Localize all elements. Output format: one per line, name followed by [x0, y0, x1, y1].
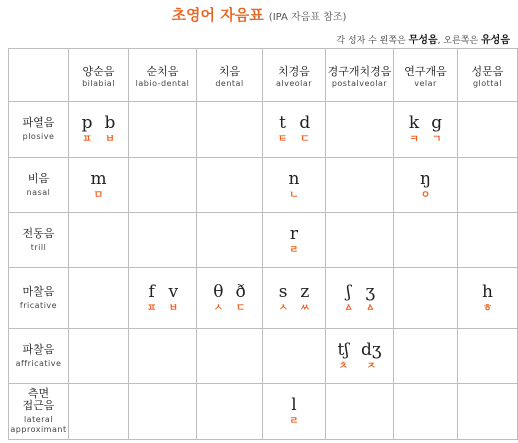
- cell-affricative-bilabial: [69, 329, 129, 384]
- cell-plosive-glottal: [458, 102, 518, 158]
- korean-letter: ㅅ: [213, 302, 224, 314]
- korean-letter: ㅊ: [338, 360, 349, 372]
- phoneme: [289, 169, 300, 202]
- ipa-symbol: ʃ: [346, 281, 351, 302]
- column-header-postalveolar: [326, 49, 394, 102]
- phoneme-group: [263, 395, 325, 428]
- phoneme: [236, 282, 246, 315]
- korean-letter: ㅁ: [93, 189, 104, 201]
- cell-trill-labiodental: [129, 213, 197, 268]
- korean-letter: ㅿ: [343, 302, 354, 314]
- cell-lateral-velar: [394, 384, 458, 440]
- cell-fricative-labiodental: [129, 268, 197, 329]
- korean-letter: ㅅ: [278, 302, 288, 314]
- phoneme-group: [326, 282, 393, 315]
- phoneme: [105, 113, 116, 146]
- ipa-symbol: ð: [235, 281, 246, 302]
- cell-nasal-alveolar: [263, 158, 326, 213]
- ipa-symbol: θ: [213, 281, 224, 302]
- korean-letter: ㅌ: [277, 134, 288, 145]
- column-header-ko: 양순음: [82, 64, 115, 78]
- phoneme-group: [326, 340, 393, 373]
- cell-nasal-velar: [394, 158, 458, 213]
- table-row: [9, 213, 518, 268]
- row-header-ko: 마찰음: [22, 284, 55, 298]
- ipa-symbol: m: [90, 168, 107, 189]
- cell-affricative-labiodental: [129, 329, 197, 384]
- row-header-en: nasal: [26, 187, 51, 197]
- phoneme-group: [458, 282, 517, 315]
- cell-plosive-bilabial: [69, 102, 129, 158]
- voicing-note: [336, 31, 510, 46]
- ipa-symbol: f: [148, 281, 155, 302]
- cell-plosive-dental: [197, 102, 263, 158]
- table-row: [9, 102, 518, 158]
- cell-trill-postalveolar: [326, 213, 394, 268]
- cell-trill-velar: [394, 213, 458, 268]
- table-row: [9, 384, 518, 440]
- row-header-ko: 전동음: [22, 226, 55, 240]
- phoneme: [361, 340, 381, 373]
- note-voiced: 유성음: [481, 35, 510, 46]
- phoneme: [289, 395, 299, 428]
- ipa-symbol: ʒ: [365, 281, 376, 302]
- cell-lateral-postalveolar: [326, 384, 394, 440]
- ipa-symbol: h: [482, 281, 493, 302]
- ipa-symbol: v: [168, 281, 179, 302]
- column-header-dental: [197, 49, 263, 102]
- note-voiceless: 무성음: [408, 35, 438, 46]
- column-header-en: glottal: [472, 78, 503, 88]
- column-header-en: bilabial: [82, 78, 115, 88]
- cell-trill-alveolar: [263, 213, 326, 268]
- column-header-ko: 경구개치경음: [327, 64, 392, 78]
- korean-letter: ㅈ: [366, 360, 377, 372]
- phoneme-group: [263, 282, 325, 315]
- cell-affricative-alveolar: [263, 329, 326, 384]
- cell-trill-bilabial: [69, 213, 129, 268]
- column-header-ko: 치경음: [278, 64, 310, 78]
- ipa-symbol: k: [408, 113, 420, 133]
- korean-letter: ㄱ: [431, 134, 442, 145]
- korean-letter: ㄹ: [289, 416, 299, 427]
- cell-lateral-glottal: [458, 384, 518, 440]
- cell-affricative-postalveolar: [326, 329, 394, 384]
- cell-fricative-velar: [394, 268, 458, 329]
- column-header-en: postalveolar: [331, 78, 388, 88]
- cell-fricative-bilabial: [69, 268, 129, 329]
- phoneme: [147, 282, 157, 315]
- page-subtitle: (IPA 자음표 참조): [268, 12, 347, 23]
- row-header-en: trill: [30, 242, 47, 252]
- table-row: [9, 268, 518, 329]
- table-row: [9, 329, 518, 384]
- row-header-ko: 파열음: [22, 116, 55, 129]
- phoneme: [344, 282, 354, 315]
- phoneme: [409, 113, 419, 146]
- consonant-table: [8, 48, 518, 440]
- row-header-affricative: [9, 329, 69, 384]
- column-header-velar: [394, 49, 458, 102]
- ipa-symbol: l: [291, 395, 297, 415]
- phoneme-group: [69, 113, 128, 146]
- phoneme-group: [263, 169, 325, 202]
- cell-plosive-postalveolar: [326, 102, 394, 158]
- cell-nasal-dental: [197, 158, 263, 213]
- ipa-symbol: s: [278, 281, 288, 302]
- korean-letter: ㄷ: [235, 302, 246, 314]
- korean-letter: ㅇ: [420, 189, 431, 201]
- cell-plosive-labiodental: [129, 102, 197, 158]
- row-header-plosive: [9, 102, 69, 158]
- korean-letter: ㅋ: [409, 134, 419, 145]
- row-header-en: plosive: [22, 132, 55, 141]
- column-header-ko: 연구개음: [404, 64, 447, 78]
- row-header-en: fricative: [19, 300, 58, 310]
- cell-affricative-glottal: [458, 329, 518, 384]
- cell-fricative-dental: [197, 268, 263, 329]
- phoneme: [482, 282, 493, 315]
- row-header-en: affricative: [15, 358, 62, 368]
- cell-nasal-glottal: [458, 158, 518, 213]
- phoneme-group: [394, 169, 457, 202]
- column-header-ko: 치음: [218, 64, 241, 78]
- ipa-symbol: n: [288, 168, 300, 189]
- cell-lateral-alveolar: [263, 384, 326, 440]
- phoneme: [213, 282, 223, 315]
- column-header-glottal: [458, 49, 518, 102]
- korean-letter: ㅍ: [82, 134, 92, 145]
- phoneme: [299, 113, 310, 146]
- column-header-alveolar: [263, 49, 326, 102]
- note-middle: , 오른쪽은: [437, 36, 479, 46]
- ipa-symbol: p: [81, 113, 93, 133]
- table-row: [9, 158, 518, 213]
- row-header-lateral: [9, 384, 69, 440]
- phoneme: [338, 340, 349, 373]
- phoneme: [300, 282, 310, 315]
- row-header-en: lateral approximant: [10, 415, 67, 434]
- row-header-fricative: [9, 268, 69, 329]
- ipa-symbol: d: [299, 113, 311, 133]
- korean-letter: ㅎ: [482, 302, 493, 314]
- column-header-en: alveolar: [275, 78, 313, 88]
- row-header-ko: 측면 접근음: [22, 387, 55, 412]
- cell-trill-glottal: [458, 213, 518, 268]
- ipa-symbol: t: [279, 113, 286, 133]
- phoneme: [169, 282, 179, 315]
- phoneme: [278, 113, 288, 146]
- korean-letter: ㅆ: [300, 302, 310, 314]
- phoneme-group: [69, 169, 128, 202]
- note-prefix: 각 성자 수 왼쪽은: [336, 36, 406, 46]
- phoneme: [366, 282, 376, 315]
- column-header-labiodental: [129, 49, 197, 102]
- column-header-bilabial: [69, 49, 129, 102]
- phoneme: [90, 169, 106, 202]
- korean-letter: ㅍ: [146, 302, 157, 314]
- column-header-ko: 성문음: [471, 64, 504, 78]
- row-header-trill: [9, 213, 69, 268]
- korean-letter: ㅂ: [168, 302, 179, 314]
- ipa-symbol: dʒ: [360, 339, 382, 360]
- korean-letter: ㅂ: [105, 134, 115, 145]
- phoneme-group: [394, 113, 457, 146]
- table-corner: [9, 49, 69, 102]
- page-title: 초영어 자음표: [171, 6, 264, 24]
- ipa-symbol: z: [300, 281, 310, 302]
- ipa-symbol: tʃ: [337, 339, 349, 360]
- cell-lateral-labiodental: [129, 384, 197, 440]
- cell-plosive-alveolar: [263, 102, 326, 158]
- page-header: [0, 4, 518, 25]
- phoneme: [289, 224, 299, 257]
- cell-nasal-postalveolar: [326, 158, 394, 213]
- phoneme: [278, 282, 288, 315]
- row-header-ko: 파찰음: [22, 342, 55, 356]
- ipa-symbol: ŋ: [420, 168, 431, 189]
- ipa-symbol: r: [289, 223, 299, 244]
- phoneme: [420, 169, 431, 202]
- cell-affricative-dental: [197, 329, 263, 384]
- column-header-ko: 순치음: [146, 64, 179, 78]
- row-header-nasal: [9, 158, 69, 213]
- cell-fricative-glottal: [458, 268, 518, 329]
- phoneme-group: [263, 113, 325, 146]
- korean-letter: ㅿ: [365, 302, 376, 314]
- phoneme: [82, 113, 93, 146]
- phoneme-group: [129, 282, 196, 315]
- ipa-symbol: g: [431, 113, 443, 133]
- cell-lateral-bilabial: [69, 384, 129, 440]
- korean-letter: ㄴ: [289, 189, 299, 201]
- phoneme-group: [197, 282, 262, 315]
- cell-nasal-bilabial: [69, 158, 129, 213]
- row-header-ko: 비음: [27, 171, 50, 185]
- phoneme: [431, 113, 442, 146]
- phoneme-group: [263, 224, 325, 257]
- korean-letter: ㄷ: [300, 134, 310, 145]
- korean-letter: ㄹ: [289, 244, 299, 256]
- cell-affricative-velar: [394, 329, 458, 384]
- cell-fricative-postalveolar: [326, 268, 394, 329]
- cell-trill-dental: [197, 213, 263, 268]
- column-header-en: velar: [414, 78, 437, 88]
- cell-fricative-alveolar: [263, 268, 326, 329]
- cell-nasal-labiodental: [129, 158, 197, 213]
- column-header-en: labio-dental: [135, 78, 190, 88]
- cell-plosive-velar: [394, 102, 458, 158]
- column-header-en: dental: [215, 78, 244, 88]
- ipa-symbol: b: [104, 113, 116, 133]
- cell-lateral-dental: [197, 384, 263, 440]
